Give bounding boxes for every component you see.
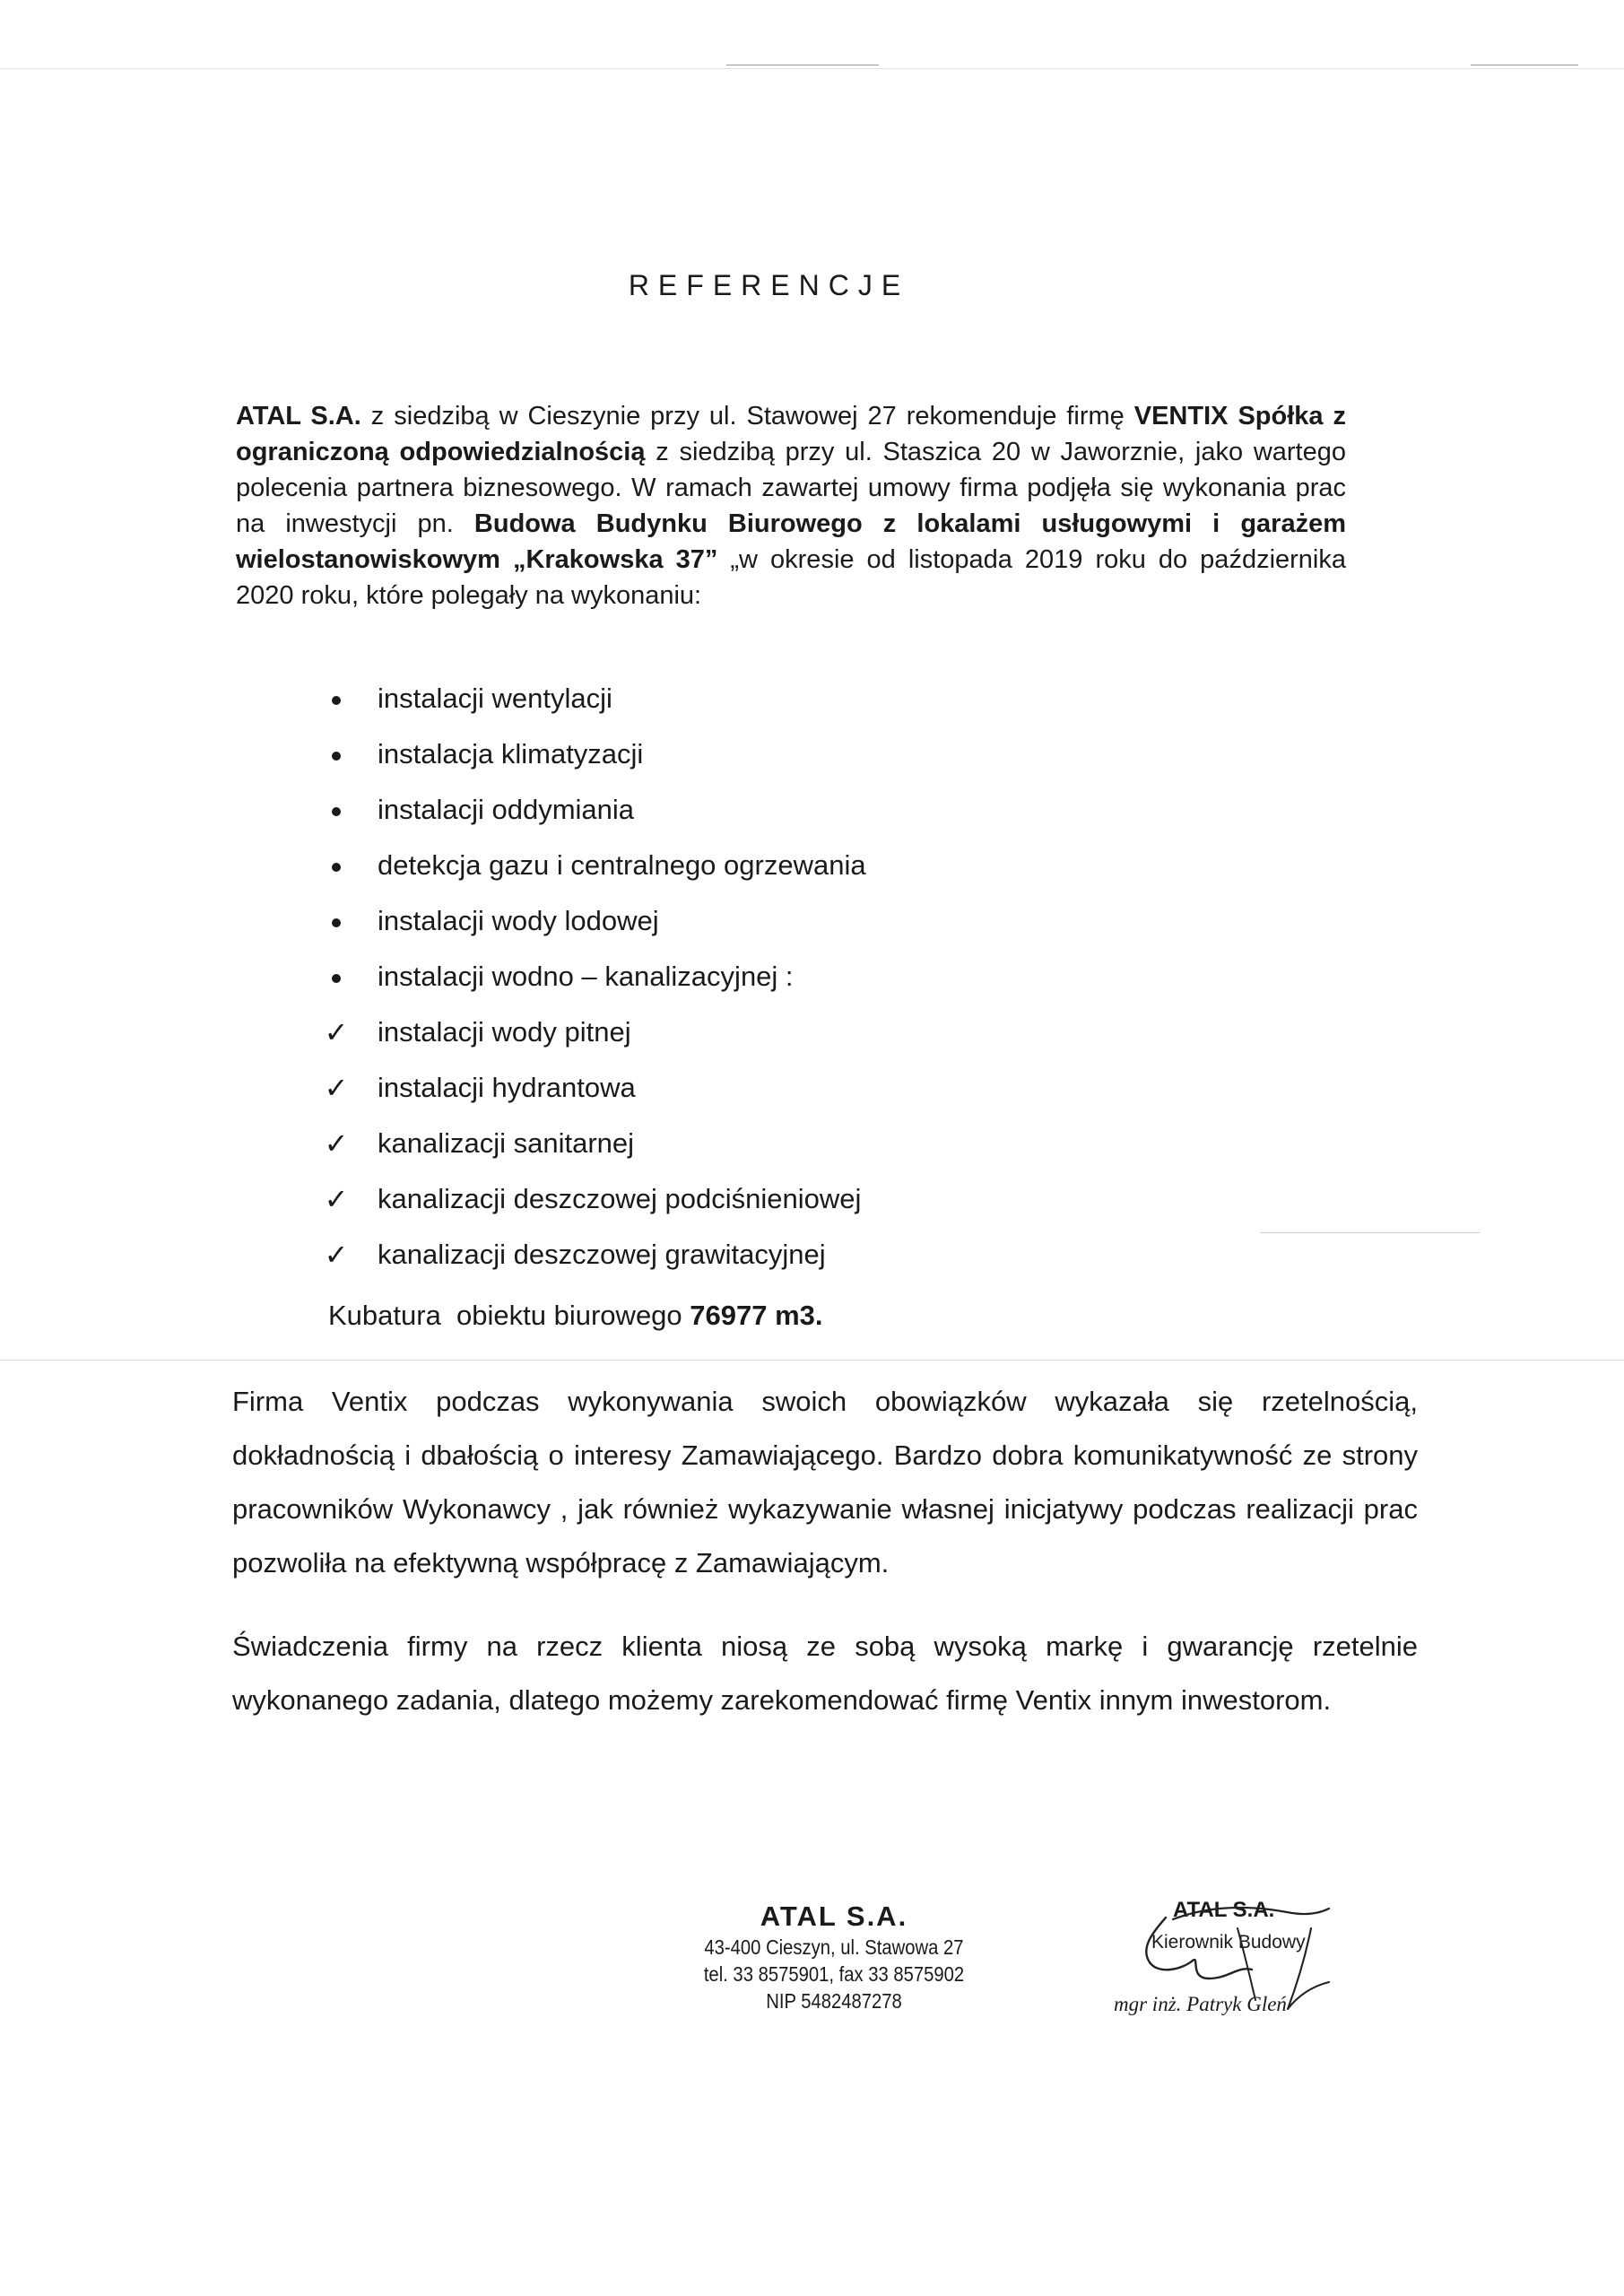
list-item: instalacji wentylacji xyxy=(318,671,866,726)
scope-list xyxy=(318,671,866,1283)
bullet-icon xyxy=(318,671,354,726)
checkmark-icon: ✓ xyxy=(324,1016,349,1048)
document-title: REFERENCJE xyxy=(628,269,910,301)
intro-company-name: ATAL S.A. xyxy=(236,402,361,430)
stamp-company-name: ATAL S.A. xyxy=(760,1900,908,1932)
list-item: ✓ kanalizacji deszczowej grawitacyjnej xyxy=(318,1227,866,1283)
bullet-icon xyxy=(318,726,354,782)
signature-stamp-title: ATAL S.A. xyxy=(1173,1898,1275,1922)
scan-line-right xyxy=(1260,1232,1480,1233)
list-item: ✓ instalacji hydrantowa xyxy=(318,1060,866,1116)
checkmark-icon: ✓ xyxy=(324,1183,349,1215)
recommendation-paragraph: Świadczenia firmy na rzecz klienta niosą ze sobą wysoką markę i gwarancję rzetelnie wykonanego zadania, dlatego możemy zarekomendować firmę Ventix innym inwestorom. xyxy=(232,1631,1418,1716)
bullet-icon xyxy=(318,949,354,1004)
signature-stamp-name: mgr inż. Patryk Gleń xyxy=(1114,1993,1287,2015)
building-volume xyxy=(328,1300,823,1332)
bullet-icon xyxy=(318,893,354,949)
intro-paragraph xyxy=(236,398,1346,613)
stamp-nip: NIP 5482487278 xyxy=(766,1989,902,2013)
checkmark-icon: ✓ xyxy=(324,1072,349,1104)
list-item: instalacja klimatyzacji xyxy=(318,726,866,782)
list-item: instalacji wody lodowej xyxy=(318,893,866,949)
list-item: instalacji oddymiania xyxy=(318,782,866,838)
list-item: instalacji wodno – kanalizacyjnej : xyxy=(318,949,866,1004)
scan-line-middle xyxy=(0,1360,1624,1361)
intro-text-3: „w okresie od listopada 2019 roku do października 2020 roku, które polegały na wykonaniu: xyxy=(236,545,1346,610)
company-stamp xyxy=(646,1900,1022,2014)
checkmark-icon: ✓ xyxy=(324,1239,349,1271)
stamp-address: 43-400 Cieszyn, ul. Stawowa 27 xyxy=(704,1935,964,1959)
stamp-phone: tel. 33 8575901, fax 33 8575902 xyxy=(703,1962,965,1986)
signature-stamp-role: Kierownik Budowy xyxy=(1151,1932,1306,1952)
bullet-icon xyxy=(318,838,354,893)
site-manager-stamp xyxy=(1103,1892,1372,2027)
building-volume-value: 76977 m3. xyxy=(690,1300,823,1331)
list-item: detekcja gazu i centralnego ogrzewania xyxy=(318,838,866,893)
intro-text-1: z siedzibą w Cieszynie przy ul. Stawowej 27 rekomenduje firmę xyxy=(360,402,1134,430)
intro-text-2: z siedzibą przy ul. Staszica 20 w Jaworznie, jako wartego polecenia partnera biznesowego. W ramach zawartej umowy firma podjęła się wykonania prac na inwestycji pn. xyxy=(236,438,1346,538)
intro-contractor-name: VENTIX Spółka z ograniczoną odpowiedzialnością xyxy=(236,402,1346,466)
list-item: ✓ instalacji wody pitnej xyxy=(318,1004,866,1060)
scan-line-top xyxy=(0,68,1624,69)
list-item: ✓ kanalizacji sanitarnej xyxy=(318,1116,866,1171)
checkmark-icon: ✓ xyxy=(324,1127,349,1160)
handwritten-signature xyxy=(1103,1892,1372,2027)
intro-project-name: Budowa Budynku Biurowego z lokalami usługowymi i garażem wielostanowiskowym „Krakowska 37” xyxy=(236,509,1346,574)
bullet-icon xyxy=(318,782,354,838)
list-item: ✓ kanalizacji deszczowej podciśnieniowej xyxy=(318,1171,866,1227)
assessment-paragraph: Firma Ventix podczas wykonywania swoich obowiązków wykazała się rzetelnością, dokładnością i dbałością o interesy Zamawiającego. Bardzo dobra komunikatywność ze strony pracowników Wykonawcy , jak również wykazywanie własnej inicjatywy podczas realizacji prac pozwoliła na efektywną współpracę z Zamawiającym. xyxy=(232,1386,1418,1578)
building-volume-label: Kubatura obiektu biurowego xyxy=(328,1300,690,1331)
